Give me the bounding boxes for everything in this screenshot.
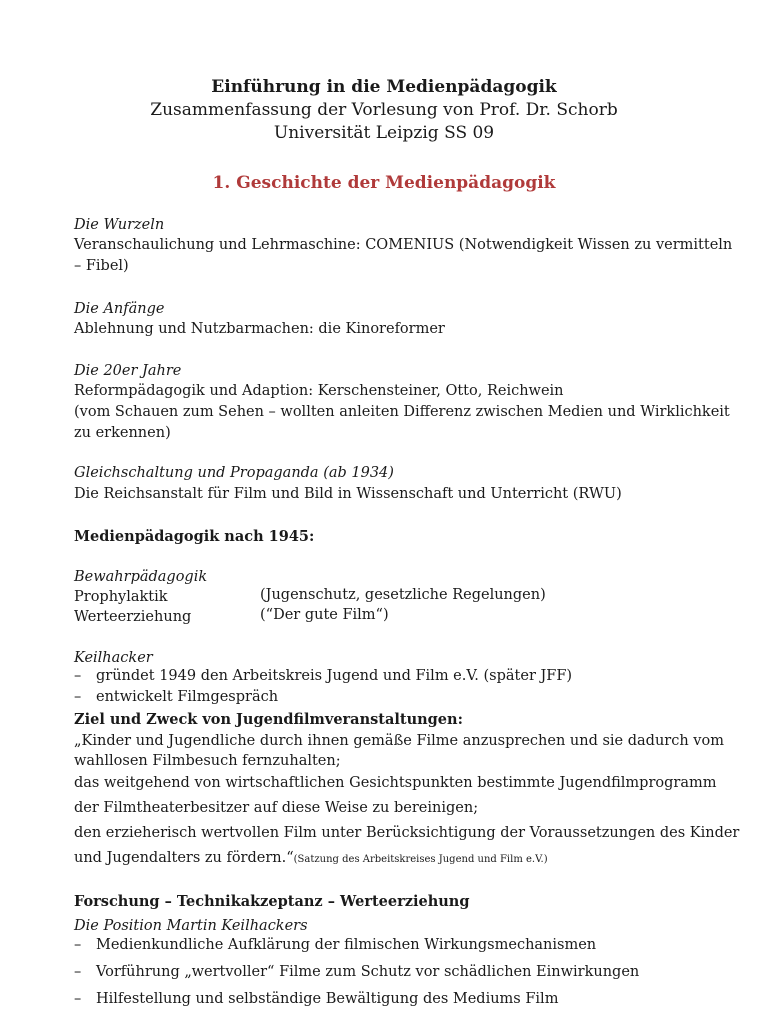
gleichschaltung-line-1: Die Reichsanstalt für Film und Bild in Wissenschaft und Unterricht (RWU) bbox=[74, 486, 622, 502]
ziel-line-4: der Filmtheaterbesitzer auf diese Weise zu bereinigen; bbox=[74, 800, 479, 816]
section-heading: 1. Geschichte der Medienpädagogik bbox=[212, 173, 556, 193]
forschung-heading: Forschung – Technikakzeptanz – Werteerziehung bbox=[74, 893, 470, 910]
document-institution: Universität Leipzig SS 09 bbox=[273, 123, 495, 143]
keilhacker-label: Keilhacker bbox=[74, 650, 153, 666]
position-item-3: Hilfestellung und selbständige Bewältigung des Mediums Film bbox=[96, 991, 559, 1007]
gleichschaltung-label: Gleichschaltung und Propaganda (ab 1934) bbox=[74, 465, 394, 481]
zwanziger-line-3: zu erkennen) bbox=[74, 425, 171, 441]
anfaenge-label: Die Anfänge bbox=[74, 301, 165, 317]
document-title: Einführung in die Medienpädagogik bbox=[211, 77, 557, 97]
zwanziger-label: Die 20er Jahre bbox=[74, 363, 182, 379]
ziel-line-5: den erzieherisch wertvollen Film unter Berücksichtigung der Voraussetzungen des Kinder bbox=[74, 825, 740, 841]
document-subtitle: Zusammenfassung der Vorlesung von Prof. Dr. Schorb bbox=[150, 100, 618, 120]
keilhacker-item-1: gründet 1949 den Arbeitskreis Jugend und Film e.V. (später JFF) bbox=[96, 668, 573, 684]
bewahr-row2-left: Werteerziehung bbox=[74, 609, 192, 625]
nach1945-heading: Medienpädagogik nach 1945: bbox=[74, 528, 315, 545]
keilhacker-item-2: entwickelt Filmgespräch bbox=[96, 689, 279, 705]
wurzeln-line-2: – Fibel) bbox=[74, 258, 129, 274]
ziel-line-6: und Jugendalters zu fördern.“ bbox=[74, 850, 294, 866]
bewahr-label: Bewahrpädagogik bbox=[74, 569, 208, 585]
position-item-2: Vorführung „wertvoller“ Filme zum Schutz vor schädlichen Einwirkungen bbox=[96, 964, 640, 980]
position-item-1: Medienkundliche Aufklärung der filmischen Wirkungsmechanismen bbox=[96, 937, 597, 953]
wurzeln-label: Die Wurzeln bbox=[74, 217, 165, 233]
citation-note: (Satzung des Arbeitskreises Jugend und Film e.V.) bbox=[293, 854, 548, 865]
keilhacker-position-label: Die Position Martin Keilhackers bbox=[74, 918, 308, 934]
ziel-line-2: wahllosen Filmbesuch fernzuhalten; bbox=[74, 753, 341, 769]
bewahr-row1-left: Prophylaktik bbox=[74, 589, 168, 605]
list-bullet: – bbox=[74, 937, 82, 953]
wurzeln-line-1: Veranschaulichung und Lehrmaschine: COMENIUS (Notwendigkeit Wissen zu vermitteln bbox=[74, 237, 733, 253]
bewahr-row1-right: (Jugenschutz, gesetzliche Regelungen) bbox=[260, 587, 546, 603]
list-bullet: – bbox=[74, 668, 82, 684]
list-bullet: – bbox=[74, 991, 82, 1007]
bewahr-row2-right: (“Der gute Film“) bbox=[260, 607, 389, 623]
zwanziger-line-1: Reformpädagogik und Adaption: Kerschensteiner, Otto, Reichwein bbox=[74, 383, 564, 399]
list-bullet: – bbox=[74, 964, 82, 980]
ziel-line-6-wrap bbox=[74, 848, 548, 870]
ziel-line-1: „Kinder und Jugendliche durch ihnen gemäße Filme anzusprechen und sie dadurch vom bbox=[74, 733, 724, 749]
ziel-heading: Ziel und Zweck von Jugendfilmveranstaltungen: bbox=[74, 711, 463, 728]
ziel-line-3: das weitgehend von wirtschaftlichen Gesichtspunkten bestimmte Jugendfilmprogramm bbox=[74, 775, 717, 791]
list-bullet: – bbox=[74, 689, 82, 705]
zwanziger-line-2: (vom Schauen zum Sehen – wollten anleiten Differenz zwischen Medien und Wirklichkeit bbox=[74, 404, 730, 420]
anfaenge-line-1: Ablehnung und Nutzbarmachen: die Kinoreformer bbox=[74, 321, 445, 337]
